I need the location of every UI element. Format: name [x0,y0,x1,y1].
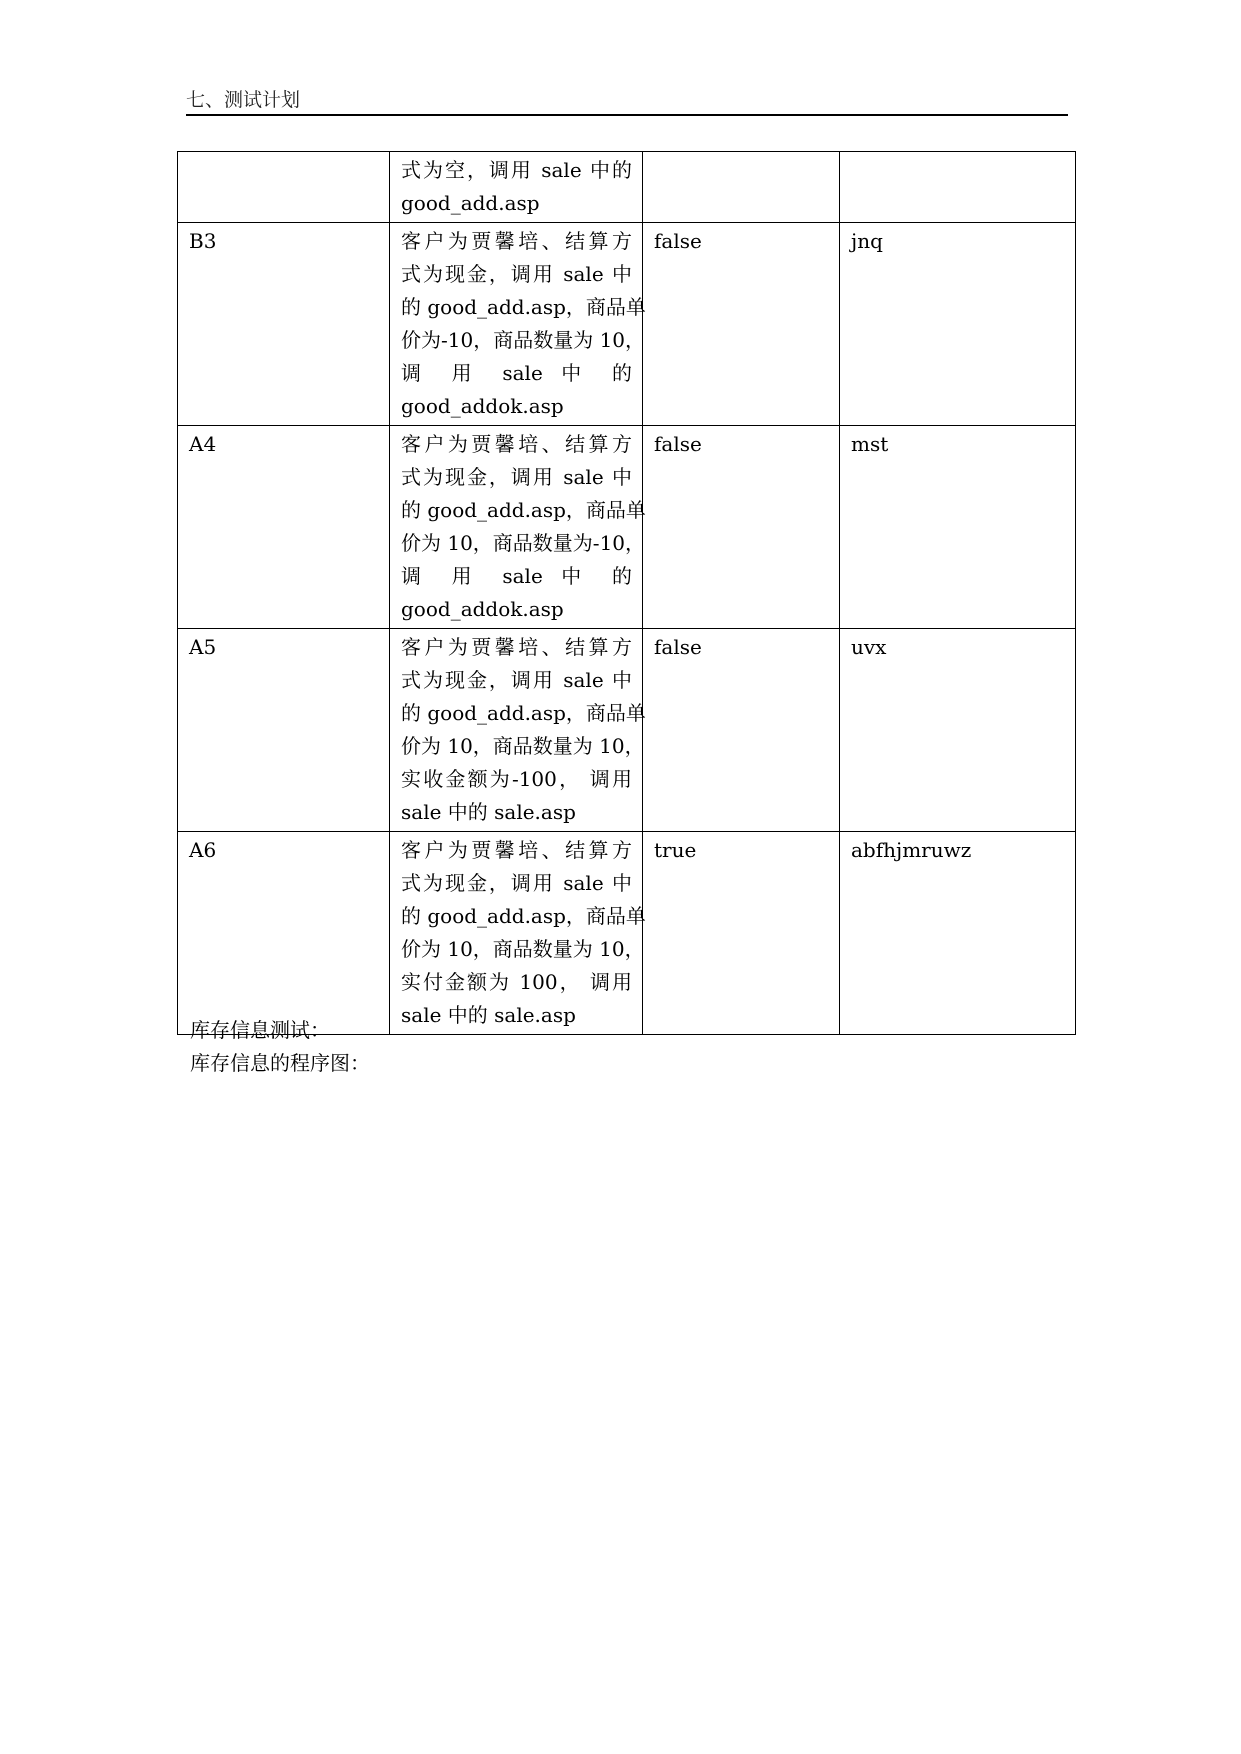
description-line: 客户为贾馨培、结算方 [401,635,632,659]
description-line: good_addok.asp [401,394,564,418]
case-id-cell: A6 [178,832,390,1035]
description-line: sale 中的 sale.asp [401,800,576,824]
case-description-cell [390,832,646,1035]
expected-result-cell: false [643,426,840,629]
covered-path-cell: mst [840,426,1076,629]
description-line: good_add.asp [401,191,540,215]
expected-result-cell: false [643,629,840,832]
test-case-table [177,151,1076,1035]
table-body [178,152,1076,1035]
table-row [178,223,1076,426]
case-id-cell: B3 [178,223,390,426]
table-row [178,426,1076,629]
description-line: sale 中的 sale.asp [401,1003,576,1027]
description-line: 价为-10，商品数量为 10， [401,328,646,352]
case-description-cell [390,426,646,629]
covered-path-cell: abfhjmruwz [840,832,1076,1035]
table-row [178,152,1076,223]
description-line: 调 用 sale 中 的 [401,564,632,588]
case-description-cell [390,629,646,832]
description-line: 的 good_add.asp，商品单 [401,498,646,522]
description-line: 式为现金，调用 sale 中 [401,465,632,489]
description-line: 式为现金，调用 sale 中 [401,668,632,692]
case-id-cell: A4 [178,426,390,629]
description-line: 式为空，调用 sale 中的 [401,158,632,182]
page-header [186,88,1068,116]
table-row [178,629,1076,832]
case-id-cell [178,152,390,223]
inventory-flowchart-heading: 库存信息的程序图： [190,1051,370,1075]
covered-path-cell: uvx [840,629,1076,832]
description-line: 式为现金，调用 sale 中 [401,871,632,895]
description-line: 价为 10，商品数量为 10， [401,734,645,758]
inventory-test-heading: 库存信息测试： [190,1018,330,1042]
description-line: 价为 10，商品数量为-10， [401,531,646,555]
expected-result-cell: true [643,832,840,1035]
covered-path-cell: jnq [840,223,1076,426]
description-line: 的 good_add.asp，商品单 [401,295,646,319]
case-description-cell [390,223,646,426]
description-line: good_addok.asp [401,597,564,621]
description-line: 实付金额为 100， 调用 [401,970,632,994]
header-title: 七、测试计划 [186,89,301,111]
covered-path-cell [840,152,1076,223]
description-line: 实收金额为-100， 调用 [401,767,632,791]
expected-result-cell [643,152,840,223]
description-line: 调 用 sale 中 的 [401,361,632,385]
case-description-cell [390,152,643,223]
description-line: 客户为贾馨培、结算方 [401,838,632,862]
description-line: 客户为贾馨培、结算方 [401,229,632,253]
description-line: 价为 10，商品数量为 10， [401,937,645,961]
description-line: 式为现金，调用 sale 中 [401,262,632,286]
description-line: 的 good_add.asp，商品单 [401,904,646,928]
description-line: 的 good_add.asp，商品单 [401,701,646,725]
expected-result-cell: false [643,223,840,426]
description-line: 客户为贾馨培、结算方 [401,432,632,456]
table-row [178,832,1076,1035]
case-id-cell: A5 [178,629,390,832]
